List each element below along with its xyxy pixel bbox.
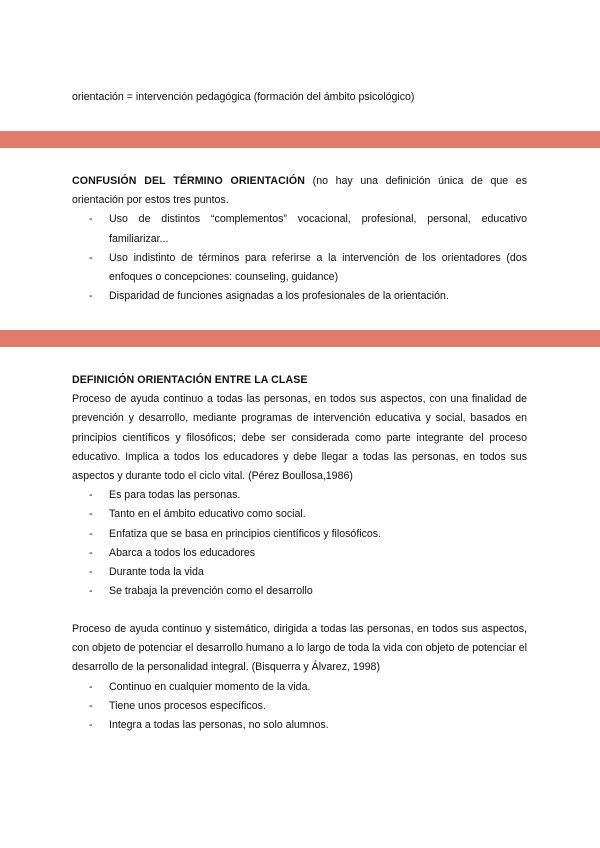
list-item: - Se trabaja la prevención como el desarrollo — [72, 582, 527, 601]
dash-bullet: - — [89, 680, 93, 693]
list-item: - Tanto en el ámbito educativo como social. — [72, 505, 527, 524]
divider-band-2 — [0, 330, 600, 347]
dash-bullet: - — [89, 585, 93, 598]
dash-bullet: - — [89, 489, 93, 502]
section-confusion — [72, 172, 527, 306]
dash-bullet: - — [89, 213, 93, 226]
dash-bullet: - — [89, 546, 93, 559]
list-item: - Enfatiza que se basa en principios científicos y filosóficos. — [72, 525, 527, 544]
list-item: - Uso indistinto de términos para referirse a la intervención de los orientadores (dos enfoques o concepciones: counseling, guidance) — [72, 249, 527, 287]
dash-bullet: - — [89, 527, 93, 540]
definicion-paragraph-2: Proceso de ayuda continuo y sistemático, dirigida a todas las personas, en todos sus aspectos, con objeto de potenciar el desarrollo humano a lo largo de toda la vida con objeto de potenciar el desarrollo de la personalidad integral. (Bisquerra y Álvarez, 1998) — [72, 623, 527, 674]
confusion-heading: CONFUSIÓN DEL TÉRMINO ORIENTACIÓN — [72, 175, 306, 187]
confusion-intro — [72, 172, 527, 210]
definicion-heading: DEFINICIÓN ORIENTACIÓN ENTRE LA CLASE — [72, 374, 308, 386]
definicion-list — [72, 486, 527, 601]
dash-bullet: - — [89, 699, 93, 712]
definicion-list-2 — [72, 678, 527, 736]
list-item: - Abarca a todos los educadores — [72, 544, 527, 563]
divider-band-1 — [0, 131, 600, 148]
list-item: - Es para todas las personas. — [72, 486, 527, 505]
dash-bullet: - — [89, 251, 93, 264]
dash-bullet: - — [89, 719, 93, 732]
section-definicion-2 — [72, 620, 527, 735]
list-item: - Integra a todas las personas, no solo alumnos. — [72, 716, 527, 735]
list-item: - Uso de distintos “complementos” vocacional, profesional, personal, educativo familiarizar... — [72, 210, 527, 248]
list-item: - Disparidad de funciones asignadas a los profesionales de la orientación. — [72, 287, 527, 306]
definicion-paragraph: Proceso de ayuda continuo a todas las personas, en todos sus aspectos, con una finalidad de prevención y desarrollo, mediante programas de intervención educativa y social, basados en principios científicos y filosóficos; debe ser considerada como parte integrante del proceso educativo. Implica a todos los educadores y debe llegar a todas las personas, en todos sus aspectos y durante todo el ciclo vital. (Pérez Boullosa,1986) — [72, 393, 527, 483]
list-item: - Continuo en cualquier momento de la vida. — [72, 678, 527, 697]
section-definicion — [72, 371, 527, 601]
dash-bullet: - — [89, 566, 93, 579]
dash-bullet: - — [89, 508, 93, 521]
list-item: - Durante toda la vida — [72, 563, 527, 582]
list-item: - Tiene unos procesos específicos. — [72, 697, 527, 716]
confusion-list — [72, 210, 527, 306]
top-line: orientación = intervención pedagógica (formación del ámbito psicológico) — [72, 91, 415, 103]
dash-bullet: - — [89, 290, 93, 303]
confusion-intro-text: (no hay una definición única de que es orientación por estos tres puntos. — [72, 175, 527, 207]
